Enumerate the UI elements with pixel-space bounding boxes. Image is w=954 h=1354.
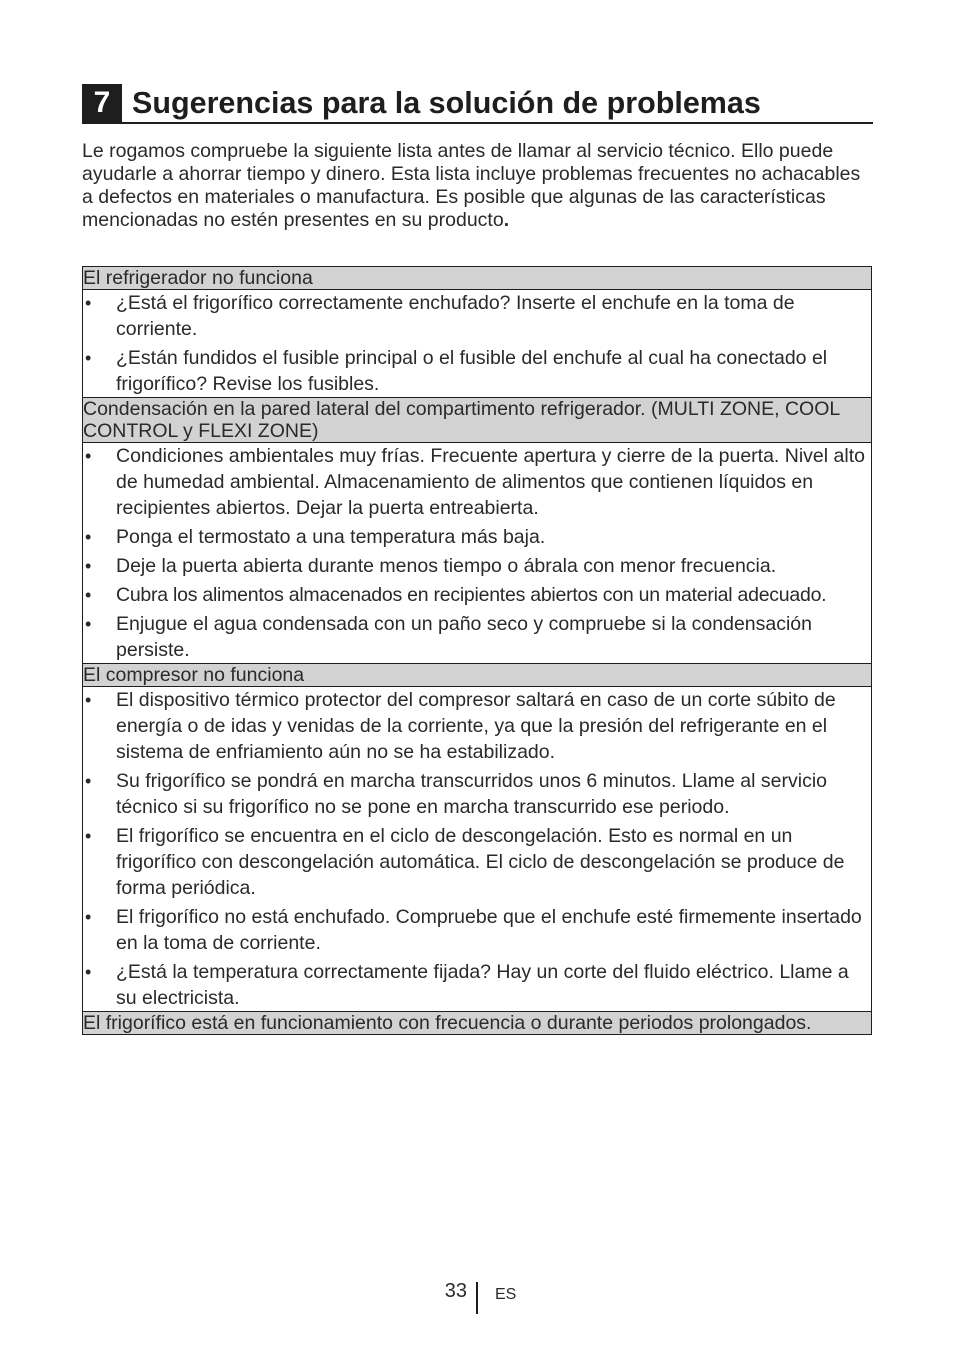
problem-title: El compresor no funciona: [83, 664, 872, 687]
section-heading: [82, 84, 873, 124]
intro-end-mark: .: [503, 209, 510, 231]
solution-item: • Su frigorífico se pondrá en marcha transcurridos unos 6 minutos. Llame al servicio técnico si su frigorífico no se pone en marcha transcurrido ese periodo.: [83, 768, 871, 820]
troubleshooting-table: [82, 266, 872, 1035]
solutions-cell: [83, 443, 872, 664]
solution-item: • El dispositivo térmico protector del compresor saltará en caso de un corte súbito de energía o de idas y venidas de la corriente, ya que la presión del refrigerante en el sistema de enfriamiento aún no se ha estabilizado.: [83, 687, 871, 765]
solutions-cell: [83, 687, 872, 1012]
problem-title: El frigorífico está en funcionamiento con frecuencia o durante periodos prolongados.: [83, 1012, 872, 1035]
solution-item: • Ponga el termostato a una temperatura más baja.: [83, 524, 871, 550]
solution-item: • Enjugue el agua condensada con un paño seco y compruebe si la condensación persiste.: [83, 611, 871, 663]
problem-row: [83, 398, 872, 443]
page-footer: [0, 1278, 954, 1318]
section-title: Sugerencias para la solución de problemas: [132, 86, 761, 120]
intro-text: Le rogamos compruebe la siguiente lista antes de llamar al servicio técnico. Ello puede ayudarle a ahorrar tiempo y dinero. Esta lista incluye problemas frecuentes no achacables a defectos en materiales o manufactura. Es posible que algunas de las características mencionadas no estén presentes en su producto: [82, 140, 861, 231]
solutions-cell: [83, 290, 872, 398]
solution-item: • ¿Están fundidos el fusible principal o el fusible del enchufe al cual ha conectado el frigorífico? Revise los fusibles.: [83, 345, 871, 397]
solution-item: • ¿Está la temperatura correctamente fijada? Hay un corte del fluido eléctrico. Llame a su electricista.: [83, 959, 871, 1011]
solution-item: • Cubra los alimentos almacenados en recipientes abiertos con un material adecuado.: [83, 582, 871, 608]
solution-item: • El frigorífico se encuentra en el ciclo de descongelación. Esto es normal en un frigorífico con descongelación automática. El ciclo de descongelación se produce de forma periódica.: [83, 823, 871, 901]
solution-item: • El frigorífico no está enchufado. Compruebe que el enchufe esté firmemente insertado en la toma de corriente.: [83, 904, 871, 956]
solutions-row: [83, 687, 872, 1012]
problem-row: [83, 1012, 872, 1035]
intro-paragraph: [82, 140, 874, 232]
solutions-row: [83, 443, 872, 664]
solution-list: [83, 687, 871, 1011]
footer-divider: [476, 1282, 478, 1314]
page-number: 33: [444, 1280, 467, 1302]
solution-item: • Condiciones ambientales muy frías. Frecuente apertura y cierre de la puerta. Nivel alto de humedad ambiental. Almacenamiento de alimentos que contienen líquidos en recipientes abiertos. Dejar la puerta entreabierta.: [83, 443, 871, 521]
problem-row: [83, 267, 872, 290]
solutions-row: [83, 290, 872, 398]
language-code: ES: [495, 1286, 517, 1303]
problem-title: Condensación en la pared lateral del compartimento refrigerador. (MULTI ZONE, COOL CONTROL y FLEXI ZONE): [83, 398, 872, 443]
problem-title: El refrigerador no funciona: [83, 267, 872, 290]
solution-item: • Deje la puerta abierta durante menos tiempo o ábrala con menor frecuencia.: [83, 553, 871, 579]
solution-item: • ¿Está el frigorífico correctamente enchufado? Inserte el enchufe en la toma de corriente.: [83, 290, 871, 342]
solution-list: [83, 443, 871, 663]
problem-row: [83, 664, 872, 687]
section-number: 7: [82, 84, 122, 122]
solution-list: [83, 290, 871, 397]
